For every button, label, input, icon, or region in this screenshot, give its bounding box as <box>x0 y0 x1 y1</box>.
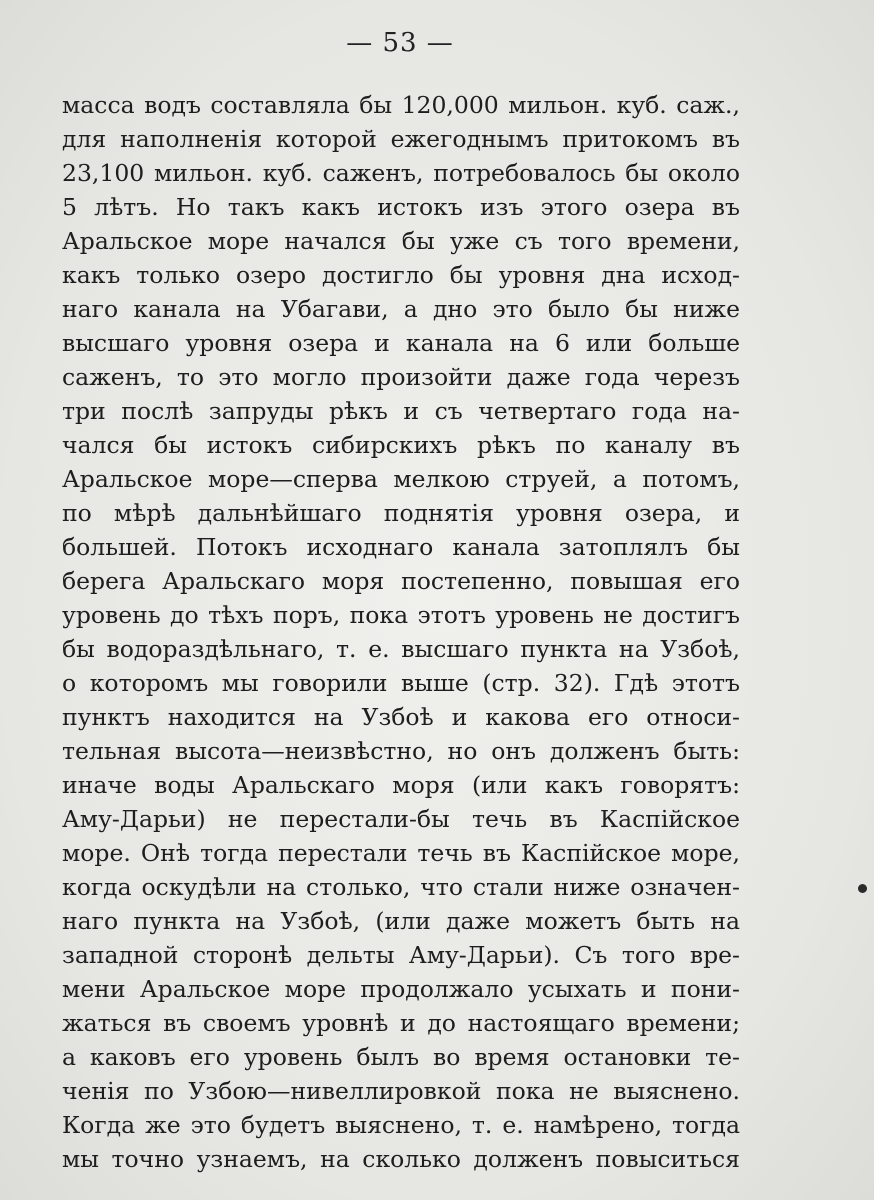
text-line: бы водораздѣльнаго, т. е. высшаго пункта на Узбоѣ, <box>62 635 740 663</box>
text-line: море. Онѣ тогда перестали течь въ Каспійское море, <box>62 839 740 867</box>
text-line: 23,100 мильон. куб. саженъ, потребовалось бы около <box>62 159 740 187</box>
page-number: — 53 — <box>346 28 454 58</box>
text-line: когда оскудѣли на столько, что стали ниже означен- <box>62 873 740 901</box>
text-line: саженъ, то это могло произойти даже года черезъ <box>62 363 740 391</box>
text-line: жаться въ своемъ уровнѣ и до настоящаго времени; <box>62 1009 740 1037</box>
text-line: высшаго уровня озера и канала на 6 или больше <box>62 329 740 357</box>
text-line: мы точно узнаемъ, на сколько долженъ повыситься <box>62 1145 740 1173</box>
text-line: три послѣ запруды рѣкъ и съ четвертаго года на- <box>62 397 740 425</box>
text-line: тельная высота—неизвѣстно, но онъ долженъ быть: <box>62 737 740 765</box>
text-line: ченія по Узбою—нивеллировкой пока не выяснено. <box>62 1077 740 1105</box>
text-line: западной сторонѣ дельты Аму-Дарьи). Съ того вре- <box>62 941 740 969</box>
body-text <box>62 88 740 1176</box>
ink-speck <box>858 884 867 893</box>
text-line: иначе воды Аральскаго моря (или какъ говорятъ: <box>62 771 740 799</box>
text-line: берега Аральскаго моря постепенно, повышая его <box>62 567 740 595</box>
text-line: наго канала на Убагави, а дно это было бы ниже <box>62 295 740 323</box>
text-line: чался бы истокъ сибирскихъ рѣкъ по каналу въ <box>62 431 740 459</box>
text-line: для наполненія которой ежегоднымъ притокомъ въ <box>62 125 740 153</box>
text-line: Аму-Дарьи) не перестали-бы течь въ Каспійское <box>62 805 740 833</box>
text-line: 5 лѣтъ. Но такъ какъ истокъ изъ этого озера въ <box>62 193 740 221</box>
text-line: Аральское море начался бы уже съ того времени, <box>62 227 740 255</box>
text-line: уровень до тѣхъ поръ, пока этотъ уровень не достигъ <box>62 601 740 629</box>
text-line: а каковъ его уровень былъ во время остановки те- <box>62 1043 740 1071</box>
text-line: какъ только озеро достигло бы уровня дна исход- <box>62 261 740 289</box>
text-line: по мѣрѣ дальнѣйшаго поднятія уровня озера, и <box>62 499 740 527</box>
text-line: масса водъ составляла бы 120,000 мильон. куб. саж., <box>62 91 740 119</box>
text-line: мени Аральское море продолжало усыхать и пони- <box>62 975 740 1003</box>
text-line: наго пункта на Узбоѣ, (или даже можетъ быть на <box>62 907 740 935</box>
text-line: пунктъ находится на Узбоѣ и какова его относи- <box>62 703 740 731</box>
text-line: Аральское море—сперва мелкою струей, а потомъ, <box>62 465 740 493</box>
text-line: Когда же это будетъ выяснено, т. е. намѣрено, тогда <box>62 1111 740 1139</box>
text-line: о которомъ мы говорили выше (стр. 32). Гдѣ этотъ <box>62 669 740 697</box>
text-line: большей. Потокъ исходнаго канала затоплялъ бы <box>62 533 740 561</box>
